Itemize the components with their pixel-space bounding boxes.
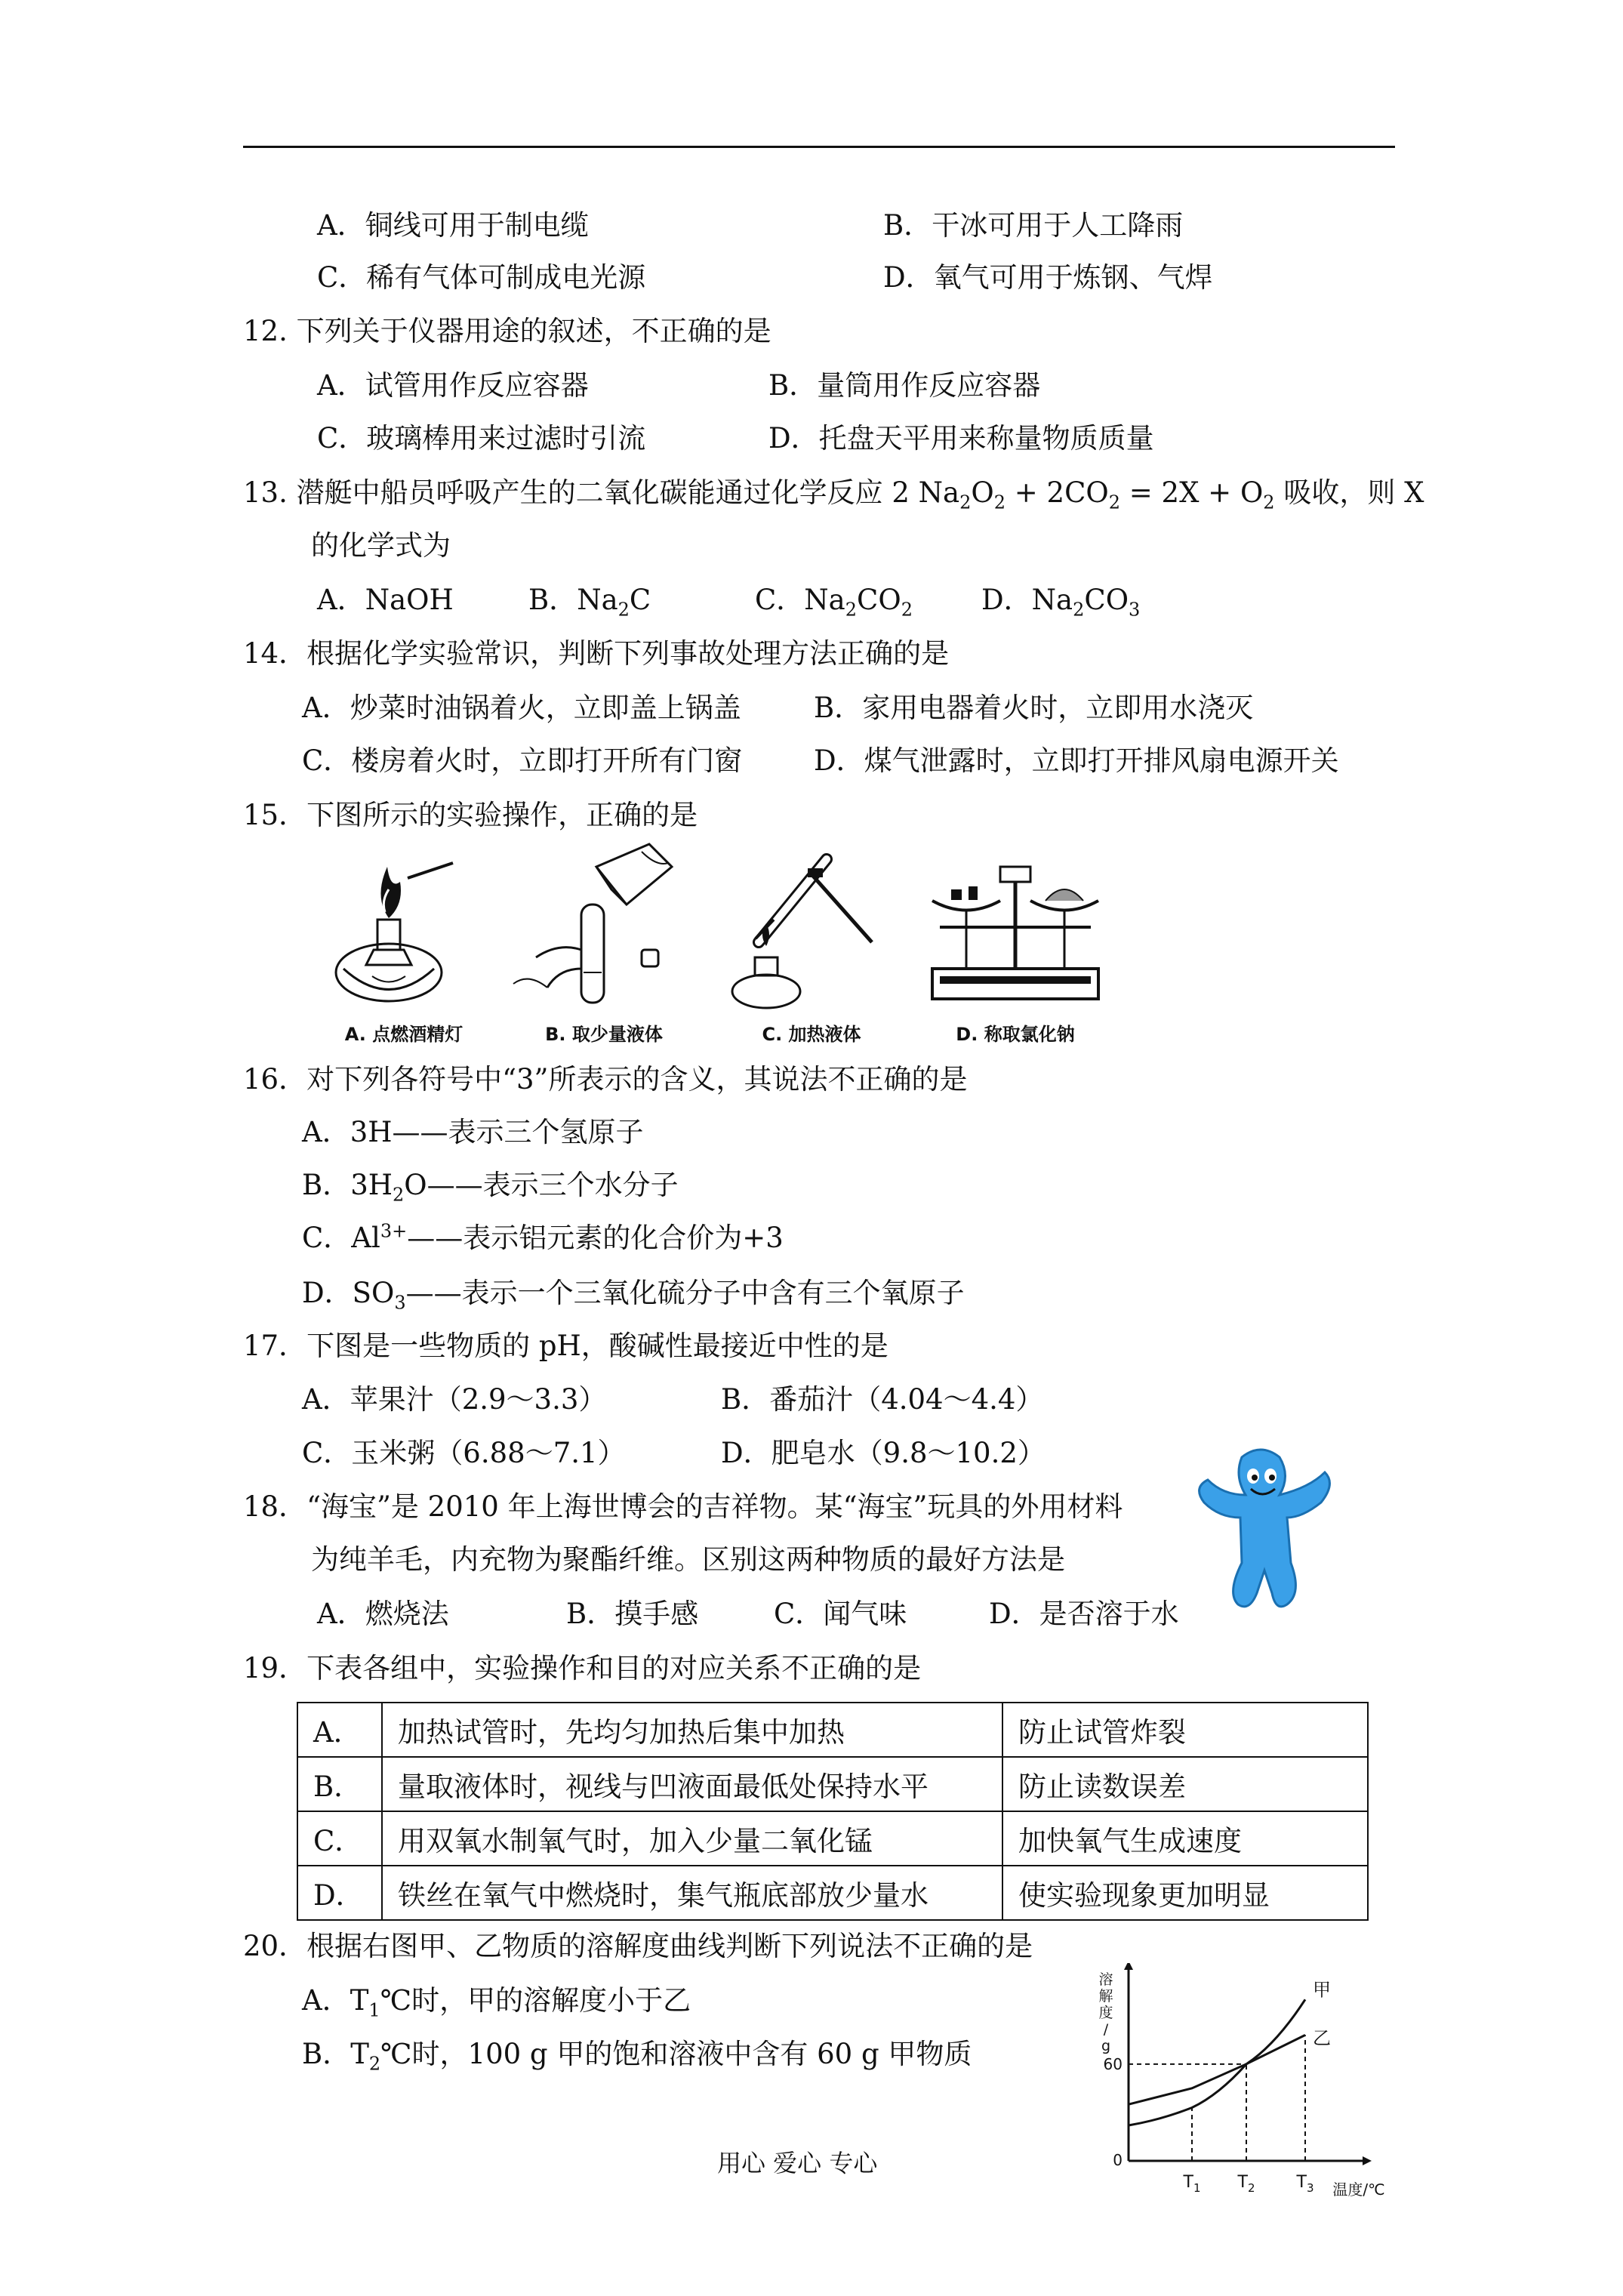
q11-option-b: B．干冰可用于人工降雨	[883, 209, 1184, 242]
q18-option-a: A．燃烧法	[317, 1598, 449, 1630]
q12-option-a: A．试管用作反应容器	[317, 369, 589, 402]
balance-scale-icon	[917, 837, 1113, 1018]
q17-stem: 17．下图是一些物质的 pH，酸碱性最接近中性的是	[243, 1330, 888, 1362]
q15-figures	[306, 837, 1121, 1052]
y-tick-label: 0	[1113, 2151, 1123, 2169]
q14-option-c: C．楼房着火时，立即打开所有门窗	[302, 744, 743, 777]
solubility-curve-chart	[1087, 1963, 1389, 2205]
q12-option-b: B．量筒用作反应容器	[768, 369, 1041, 402]
q17-option-a: A．苹果汁（2.9～3.3）	[302, 1383, 607, 1416]
y-axis-arrow	[1124, 1963, 1133, 1970]
q16-option-c: C．$Al^{3+}——$表示铝元素的化合价为+3	[302, 1220, 784, 1254]
table-cell: D．	[297, 1866, 382, 1920]
q16-stem: 16．对下列各符号中“3”所表示的含义，其说法不正确的是	[243, 1063, 968, 1096]
y-axis-label-char: 度	[1098, 2005, 1113, 2021]
pouring-liquid-icon	[506, 837, 702, 1018]
table-cell: 防止读数误差	[1002, 1757, 1368, 1811]
figure-a	[306, 837, 502, 1052]
q13-option-c: C．$Na_2CO_2$	[755, 584, 913, 621]
figure-d	[917, 837, 1113, 1052]
haibao-mascot-icon	[1189, 1442, 1340, 1616]
header-rule	[243, 146, 1395, 148]
q12-stem: 12. 下列关于仪器用途的叙述，不正确的是	[243, 315, 771, 347]
y-tick-label: 60	[1103, 2054, 1123, 2073]
q18-stem-line2: 为纯羊毛，内充物为聚酯纤维。区别这两种物质的最好方法是	[311, 1543, 1065, 1576]
q13-option-d: D．$Na_2CO_3$	[981, 584, 1141, 621]
table-cell: 铁丝在氧气中燃烧时，集气瓶底部放少量水	[382, 1866, 1002, 1920]
table-row	[297, 1811, 1368, 1866]
table-cell: 防止试管炸裂	[1002, 1703, 1368, 1757]
x-tick-label: $T_3$	[1296, 2173, 1314, 2195]
q13-stem: 13. 潜艇中船员呼吸产生的二氧化碳能通过化学反应 2 $Na_2O_2 + 2CO_2 = 2X + O_2$ 吸收，则 X	[243, 476, 1424, 513]
q12-option-c: C．玻璃棒用来过滤时引流	[317, 422, 646, 455]
q15-stem: 15．下图所示的实验操作，正确的是	[243, 799, 698, 831]
table-cell: 加热试管时，先均匀加热后集中加热	[382, 1703, 1002, 1757]
x-axis-arrow	[1363, 2156, 1372, 2165]
figure-c	[713, 837, 910, 1052]
series-label: 甲	[1313, 1979, 1331, 2001]
y-axis-label-char: /	[1103, 2021, 1109, 2038]
q14-option-d: D．煤气泄露时，立即打开排风扇电源开关	[814, 744, 1339, 777]
q16-option-a: A．3H——表示三个氢原子	[302, 1116, 644, 1148]
figure-a-caption: A. 点燃酒精灯	[344, 1024, 463, 1045]
y-axis-label-char: 解	[1098, 1988, 1113, 2005]
series-line	[1129, 1999, 1305, 2125]
table-row	[297, 1757, 1368, 1811]
q17-option-c: C．玉米粥（6.88～7.1）	[302, 1437, 626, 1469]
q13-stem-line2: 的化学式为	[311, 529, 451, 562]
table-cell: 用双氧水制氧气时，加入少量二氧化锰	[382, 1811, 1002, 1866]
q11-option-d: D．氧气可用于炼钢、气焊	[883, 261, 1213, 294]
table-cell: 使实验现象更加明显	[1002, 1866, 1368, 1920]
q16-option-b: B．$3H_2O——$表示三个水分子	[302, 1169, 679, 1206]
q17-option-d: D．肥皂水（9.8～10.2）	[721, 1437, 1046, 1469]
q16-option-d: D．$SO_3——$表示一个三氧化硫分子中含有三个氧原子	[302, 1277, 965, 1314]
q20-option-b: B．$T_2℃$时，100 g 甲的饱和溶液中含有 60 g 甲物质	[302, 2038, 972, 2075]
series-label: 乙	[1313, 2027, 1331, 2049]
y-axis-label-char: 溶	[1098, 1971, 1113, 1988]
q11-option-c: C．稀有气体可制成电光源	[317, 261, 646, 294]
table-row	[297, 1703, 1368, 1757]
table-cell: C．	[297, 1811, 382, 1866]
q18-option-d: D．是否溶于水	[989, 1598, 1179, 1630]
q14-stem: 14．根据化学实验常识，判断下列事故处理方法正确的是	[243, 637, 950, 670]
q17-option-b: B．番茄汁（4.04～4.4）	[721, 1383, 1044, 1416]
alcohol-lamp-lighting-icon	[306, 837, 502, 1018]
figure-b	[506, 837, 702, 1052]
q14-option-b: B．家用电器着火时，立即用水浇灭	[814, 692, 1254, 724]
q18-option-b: B．摸手感	[566, 1598, 699, 1630]
q18-option-c: C．闻气味	[774, 1598, 907, 1630]
figure-d-caption: D. 称取氯化钠	[956, 1024, 1075, 1045]
q19-table	[297, 1702, 1369, 1921]
figure-b-caption: B. 取少量液体	[545, 1024, 663, 1045]
table-cell: B．	[297, 1757, 382, 1811]
q19-stem: 19．下表各组中，实验操作和目的对应关系不正确的是	[243, 1652, 922, 1684]
figure-c-caption: C. 加热液体	[762, 1024, 861, 1045]
q18-stem: 18．“海宝”是 2010 年上海世博会的吉祥物。某“海宝”玩具的外用材料	[243, 1490, 1123, 1523]
y-axis-label-char: g	[1101, 2038, 1111, 2054]
q20-option-a: A．$T_1℃$时，甲的溶解度小于乙	[302, 1984, 691, 2021]
q13-option-a: A．NaOH	[317, 584, 454, 616]
heating-test-tube-icon	[713, 837, 910, 1018]
x-tick-label: $T_1$	[1183, 2173, 1201, 2195]
q11-option-a: A．铜线可用于制电缆	[317, 209, 589, 242]
table-row	[297, 1866, 1368, 1920]
table-cell: 量取液体时，视线与凹液面最低处保持水平	[382, 1757, 1002, 1811]
table-cell: 加快氧气生成速度	[1002, 1811, 1368, 1866]
series-line	[1129, 2035, 1305, 2104]
x-axis-label: 温度/℃	[1332, 2180, 1385, 2199]
q14-option-a: A．炒菜时油锅着火，立即盖上锅盖	[302, 692, 741, 724]
x-tick-label: $T_2$	[1237, 2173, 1255, 2195]
q20-stem: 20．根据右图甲、乙物质的溶解度曲线判断下列说法不正确的是	[243, 1930, 1033, 1962]
q12-option-d: D．托盘天平用来称量物质质量	[768, 422, 1154, 455]
table-cell: A．	[297, 1703, 382, 1757]
page-footer: 用心 爱心 专心	[717, 2149, 878, 2177]
q13-option-b: B．$Na_2C$	[528, 584, 651, 621]
